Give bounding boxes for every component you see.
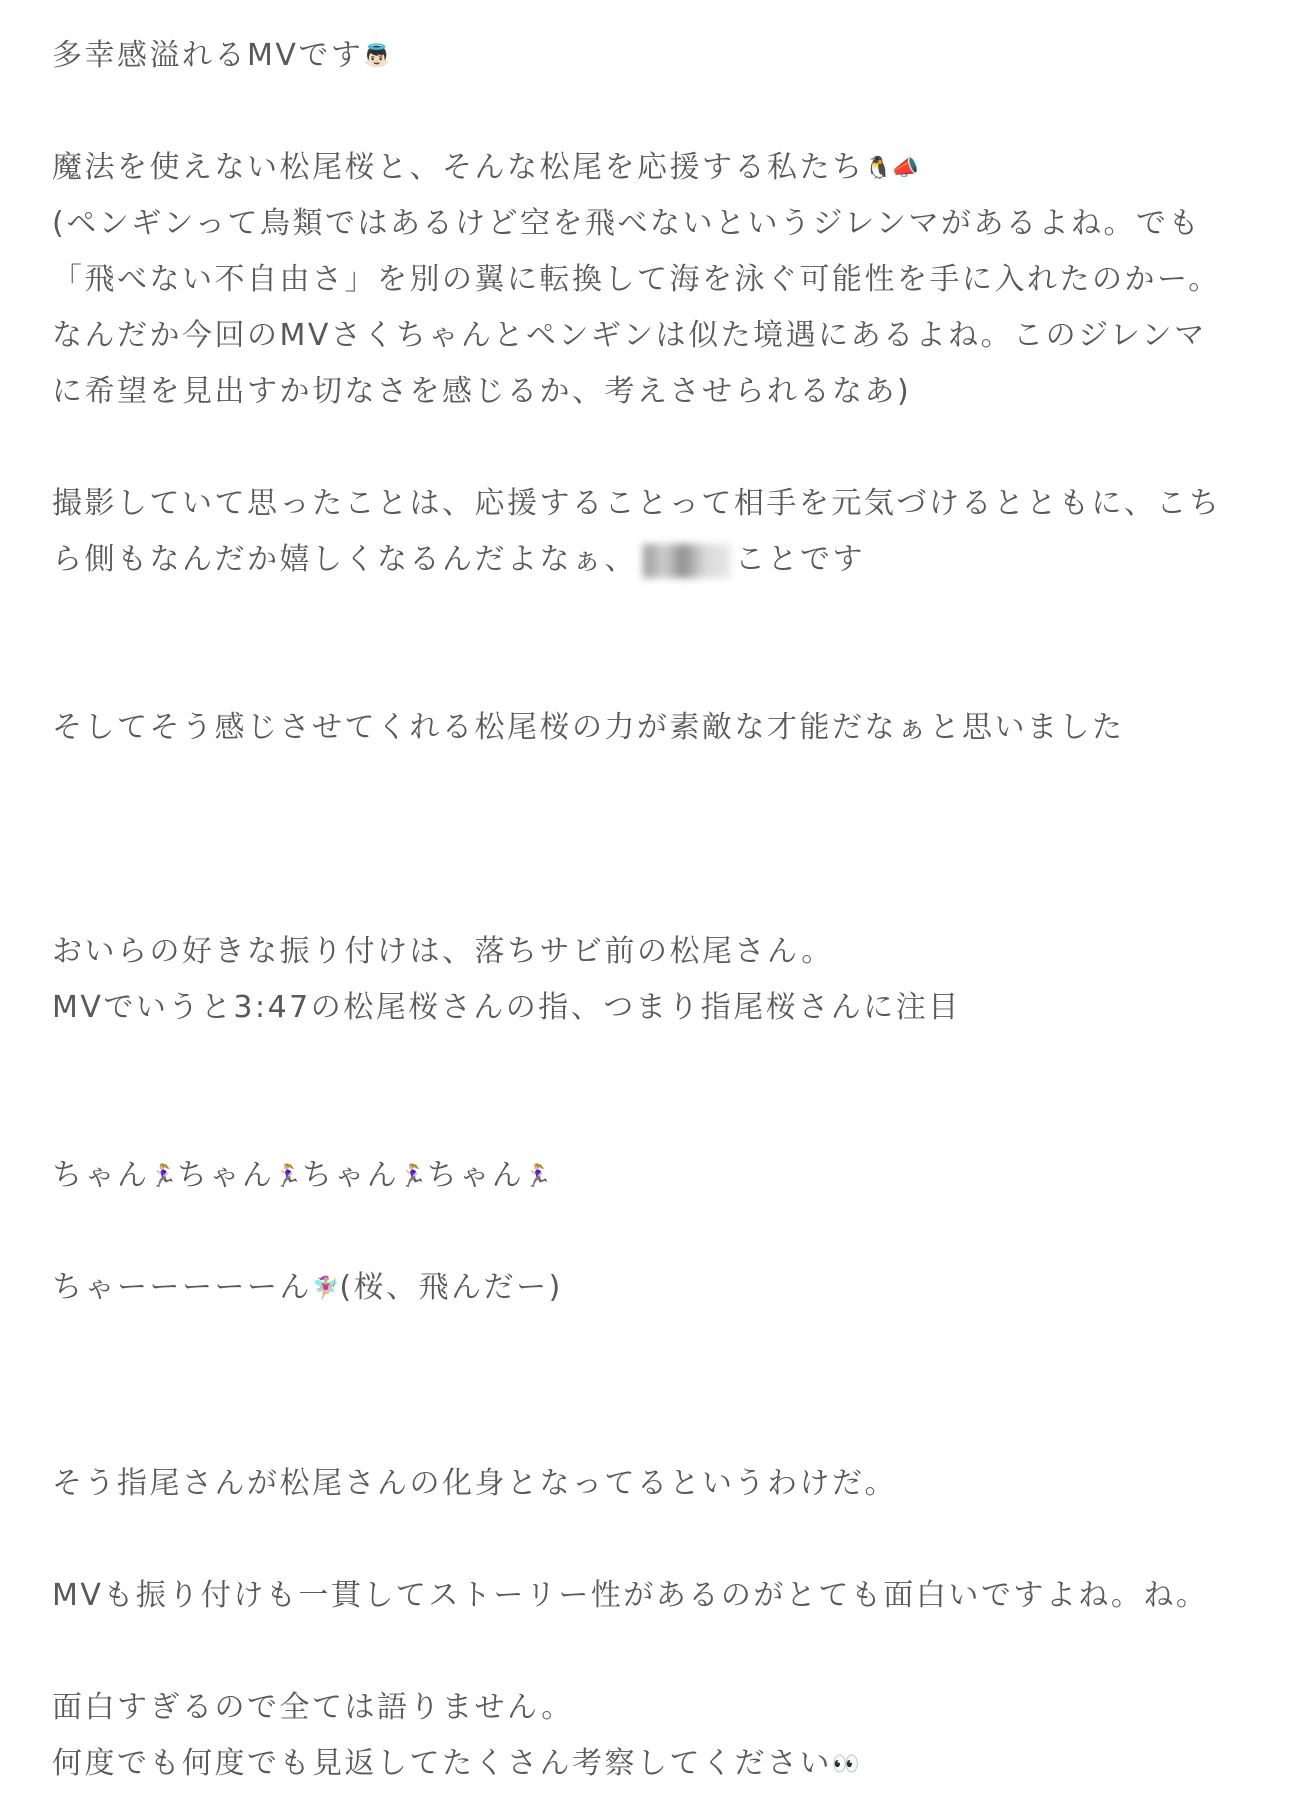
eyes-emoji-icon: 👀 xyxy=(832,1751,860,1777)
story-line: MVも振り付けも一貫してストーリー性があるのがとても面白いですよね。ね。 xyxy=(52,1578,1209,1613)
running-woman-emoji-icon: 🏃🏼‍♀️ xyxy=(399,1163,427,1189)
filming-paragraph-line-1: 撮影していて思ったことは、応援することって相手を元気づけるとともに、こち xyxy=(52,486,1222,521)
penguin-paragraph-line-2: (ペンギンって鳥類ではあるけど空を飛べないというジレンマがあるよね。でも xyxy=(52,206,1202,241)
talent-paragraph: そしてそう感じさせてくれる松尾桜の力が素敵な才能だなぁと思いました xyxy=(52,710,1125,745)
chan-chant-line: ちゃん🏃🏼‍♀️ちゃん🏃🏼‍♀️ちゃん🏃🏼‍♀️ちゃん🏃🏼‍♀️ xyxy=(52,1148,1282,1204)
blurred-redacted-text xyxy=(643,544,731,578)
choreo-paragraph-line-1: おいらの好きな振り付けは、落ちサビ前の松尾さん。 xyxy=(52,934,834,969)
filming-paragraph-line-2: ら側もなんだか嬉しくなるんだよなぁ、 ことです xyxy=(52,542,865,577)
incarnation-line: そう指尾さんが松尾さんの化身となってるというわけだ。 xyxy=(52,1466,897,1501)
penguin-paragraph-line-1: 魔法を使えない松尾桜と、そんな松尾を応援する私たち🐧📣 xyxy=(52,140,1282,196)
sakura-flew-line: ちゃーーーーーん🧚🏼‍♀️(桜、飛んだー) xyxy=(52,1260,1282,1316)
penguin-paragraph-line-5: に希望を見出すか切なさを感じるか、考えさせられるなあ) xyxy=(52,374,912,409)
blog-post-body xyxy=(52,28,1282,1792)
intro-line xyxy=(52,28,1282,84)
running-woman-emoji-icon: 🏃🏼‍♀️ xyxy=(524,1163,552,1189)
closing-line-2: 何度でも何度でも見返してたくさん考察してください👀 xyxy=(52,1736,1282,1792)
closing-line-1: 面白すぎるので全ては語りません。 xyxy=(52,1690,574,1725)
running-woman-emoji-icon: 🏃🏼‍♀️ xyxy=(274,1163,302,1189)
angel-baby-emoji-icon: 👼🏻 xyxy=(363,43,391,69)
running-woman-emoji-icon: 🏃🏼‍♀️ xyxy=(149,1163,177,1189)
penguin-paragraph-line-4: なんだか今回のMVさくちゃんとペンギンは似た境遇にあるよね。このジレンマ xyxy=(52,318,1207,353)
intro-text: 多幸感溢れるMVです xyxy=(52,38,364,73)
fairy-emoji-icon: 🧚🏼‍♀️ xyxy=(312,1275,340,1301)
penguin-paragraph-line-3: 「飛べない不自由さ」を別の翼に転換して海を泳ぐ可能性を手に入れたのかー。 xyxy=(52,262,1221,297)
choreo-paragraph-line-2: MVでいうと3:47の松尾桜さんの指、つまり指尾桜さんに注目 xyxy=(52,990,961,1025)
penguin-megaphone-emoji-icon: 🐧📣 xyxy=(864,155,920,181)
